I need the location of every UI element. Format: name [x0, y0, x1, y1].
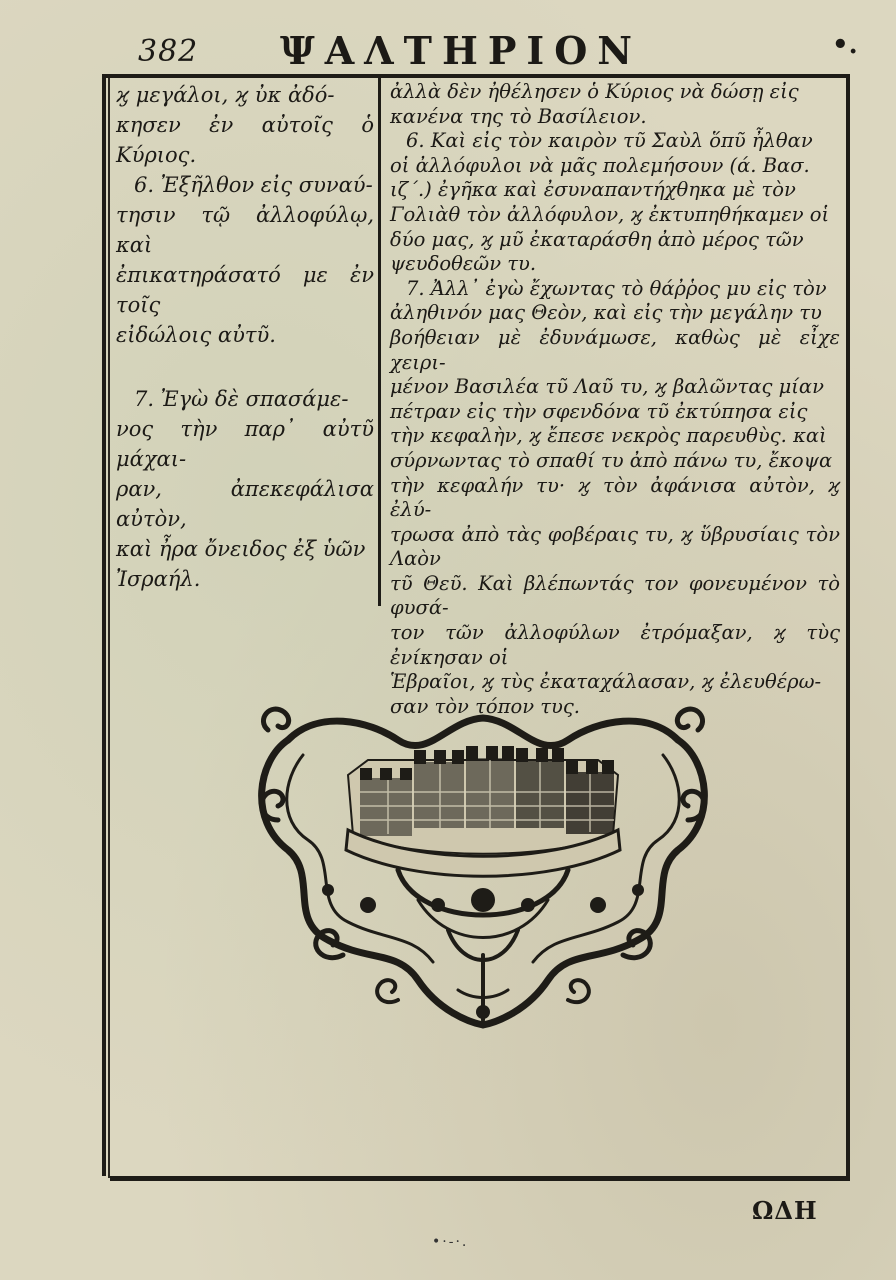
left-line: νος τὴν παρ᾽ αὐτῦ μάχαι- [116, 417, 374, 471]
frame-bottom-rule [110, 1176, 850, 1181]
corner-mark: •. [832, 30, 858, 60]
right-line: κανένα της τὸ Βασίλειον. [390, 104, 647, 128]
left-line: Ἰσραήλ. [116, 567, 201, 591]
right-line: σαν τὸν τόπον τυς. [390, 694, 581, 718]
left-line: ἐπικατηράσατό με ἐν τοῖς [116, 263, 374, 317]
right-line: βοήθειαν μὲ ἐδυνάμωσε, καθὼς μὲ εἶχε χειρι- [390, 325, 840, 374]
right-line: δύο μας, ϗ μῦ ἐκαταράσθη ἀπὸ μέρος τῶν [390, 227, 804, 251]
right-line: τον τῶν ἀλλοφύλων ἐτρόμαξαν, ϗ τὺς ἐνίκησαν οἱ [390, 621, 840, 669]
right-line: πέτραν εἰς τὴν σφενδόνα τῦ ἐκτύπησα εἰς [390, 399, 808, 423]
right-line: μένον Βασιλέα τῦ Λαῦ τυ, ϗ βαλῶντας μίαν [390, 375, 824, 399]
right-line: 7. Ἀλλ᾽ ἐγὼ ἔχωντας τὸ θάῤῥος μυ εἰς τὸν [406, 276, 827, 300]
frame-inner-left-rule [108, 78, 110, 1178]
left-line-blank [116, 350, 374, 384]
right-line: ἀληθινόν μας Θεὸν, καὶ εἰς τὴν μεγάλην τυ [390, 301, 822, 325]
right-line: τὴν κεφαλὴν, ϗ ἔπεσε νεκρὸς παρευθὺς. καὶ [390, 424, 827, 448]
right-line: τῦ Θεῦ. Καὶ βλέπωντάς τον φονευμένον τὸ φυσά- [390, 571, 840, 620]
right-line: οἱ ἀλλόφυλοι νὰ μᾶς πολεμήσουν (ά. Βασ. [390, 153, 810, 177]
left-line: 6. Ἐξῆλθον εἰς συναύ- [134, 173, 373, 197]
page-number: 382 [138, 34, 199, 69]
left-line: καὶ ἦρα ὄνειδος ἐξ ὑῶν [116, 537, 366, 561]
left-line: ϗ μεγάλοι, ϗ ὐκ ἀδό- [116, 83, 335, 107]
right-column-text [390, 80, 840, 719]
right-line: τὴν κεφαλήν τυ· ϗ τὸν ἀφάνισα αὐτὸν, ϗ ἐλύ- [390, 473, 840, 522]
right-line: τρωσα ἀπὸ τὰς φοβέραις τυ, ϗ ὕβρυσίαις τὸν Λαὸν [390, 522, 840, 571]
right-line: Ἑβραῖοι, ϗ τὺς ἐκαταχάλασαν, ϗ ἐλευθέρω- [390, 670, 822, 694]
left-line: κησεν ἐν αὐτοῖς ὁ Κύριος. [116, 113, 374, 167]
left-line: ραν, ἀπεκεφάλισα αὐτὸν, [116, 477, 374, 531]
right-line: ἀλλὰ δὲν ἠθέλησεν ὁ Κύριος νὰ δώσῃ εἰς [390, 80, 799, 103]
right-line: ψευδοθεῶν τυ. [390, 252, 537, 276]
left-line: 7. Ἐγὼ δὲ σπασάμε- [134, 387, 349, 411]
running-head: ΨΑΛΤΗΡΙΟΝ [280, 28, 643, 73]
left-line: τησιν τῷ ἀλλοφύλῳ, καὶ [116, 203, 374, 257]
frame-right-rule [846, 74, 850, 1176]
right-line: 6. Καὶ εἰς τὸν καιρὸν τῦ Σαὺλ ὅπῦ ἦλθαν [406, 129, 813, 153]
right-line: ιζ΄.) ἐγῆκα καὶ ἐσυναπαντήχθηκα μὲ τὸν [390, 178, 796, 202]
left-column-text [116, 80, 374, 594]
footer-marks: •·-·. [432, 1234, 469, 1250]
crowned-cartouche-ornament [248, 700, 718, 1030]
frame-left-rule [102, 74, 106, 1176]
left-line: εἰδώλοις αὐτῦ. [116, 323, 276, 347]
right-line: Γολιὰθ τὸν ἀλλόφυλον, ϗ ἐκτυπηθήκαμεν οἱ [390, 202, 830, 226]
right-line: σύρνωντας τὸ σπαθί τυ ἀπὸ πάνω τυ, ἔκοψα [390, 448, 833, 472]
frame-top-rule [104, 74, 848, 78]
catchword: ΩΔΗ [752, 1196, 818, 1225]
column-divider [378, 78, 381, 606]
